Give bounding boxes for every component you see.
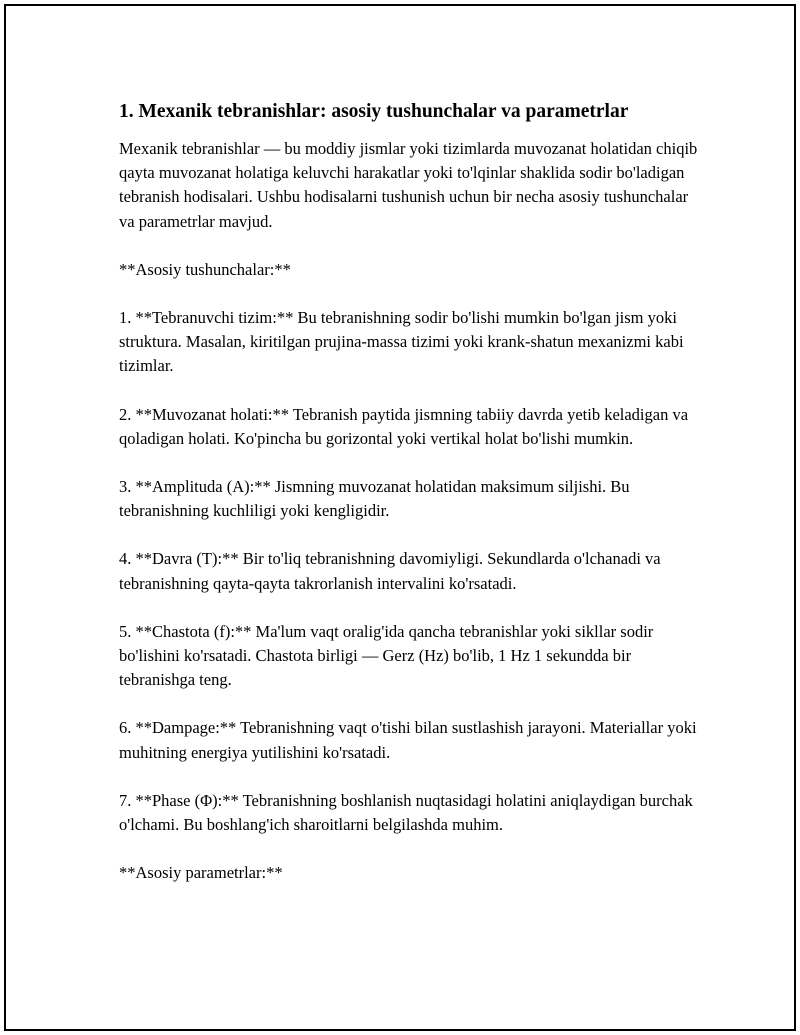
list-item-amplitude: 3. **Amplituda (A):** Jismning muvozanat holatidan maksimum siljishi. Bu tebranishning kuchliligi yoki kengligidir. (119, 477, 630, 521)
document-title: 1. Mexanik tebranishlar: asosiy tushunchalar va parametrlar (119, 101, 629, 122)
list-item-equilibrium: 2. **Muvozanat holati:** Tebranish paytida jismning tabiiy davrda yetib keladigan va qoladigan holati. Ko'pincha bu gorizontal yoki vertikal holat bo'lishi mumkin. (119, 404, 689, 448)
list-item-damping: 6. **Dampage:** Tebranishning vaqt o'tishi bilan sustlashish jarayoni. Materiallar yoki muhitning energiya yutilishini ko'rsatadi. (119, 718, 697, 762)
list-item-frequency: 5. **Chastota (f):** Ma'lum vaqt oralig'ida qancha tebranishlar yoki sikllar sodir bo'lishini ko'rsatadi. Chastota birligi — Gerz (Hz) bo'lib, 1 Hz 1 sekundda bir tebranishga teng. (119, 621, 654, 690)
list-item-phase: 7. **Phase (Φ):** Tebranishning boshlanish nuqtasidagi holatini aniqlaydigan burchak o'lchami. Bu boshlang'ich sharoitlarni belgilashda muhim. (119, 790, 693, 835)
concepts-heading: **Asosiy tushunchalar:** (119, 259, 291, 279)
list-item-period: 4. **Davra (T):** Bir to'liq tebranishning davomiyligi. Sekundlarda o'lchanadi va tebranishning qayta-qayta takrorlanish intervalini ko'rsatadi. (119, 549, 661, 593)
document-page (4, 4, 796, 1031)
list-item-oscillating-system: 1. **Tebranuvchi tizim:** Bu tebranishning sodir bo'lishi mumkin bo'lgan jism yoki struktura. Masalan, kiritilgan prujina-massa tizimi yoki krank-shatun mexanizmi kabi tizimlar. (119, 308, 684, 376)
document-content (119, 99, 699, 909)
parameters-heading: **Asosiy parametrlar:** (119, 863, 283, 883)
intro-paragraph: Mexanik tebranishlar — bu moddiy jismlar yoki tizimlarda muvozanat holatidan chiqib qayta muvozanat holatiga keluvchi harakatlar yoki to'lqinlar shaklida sodir bo'ladigan tebranish hodisalari. Ushbu hodisalarni tushunish uchun bir necha asosiy tushunchalar va parametrlar mavjud. (119, 139, 698, 231)
